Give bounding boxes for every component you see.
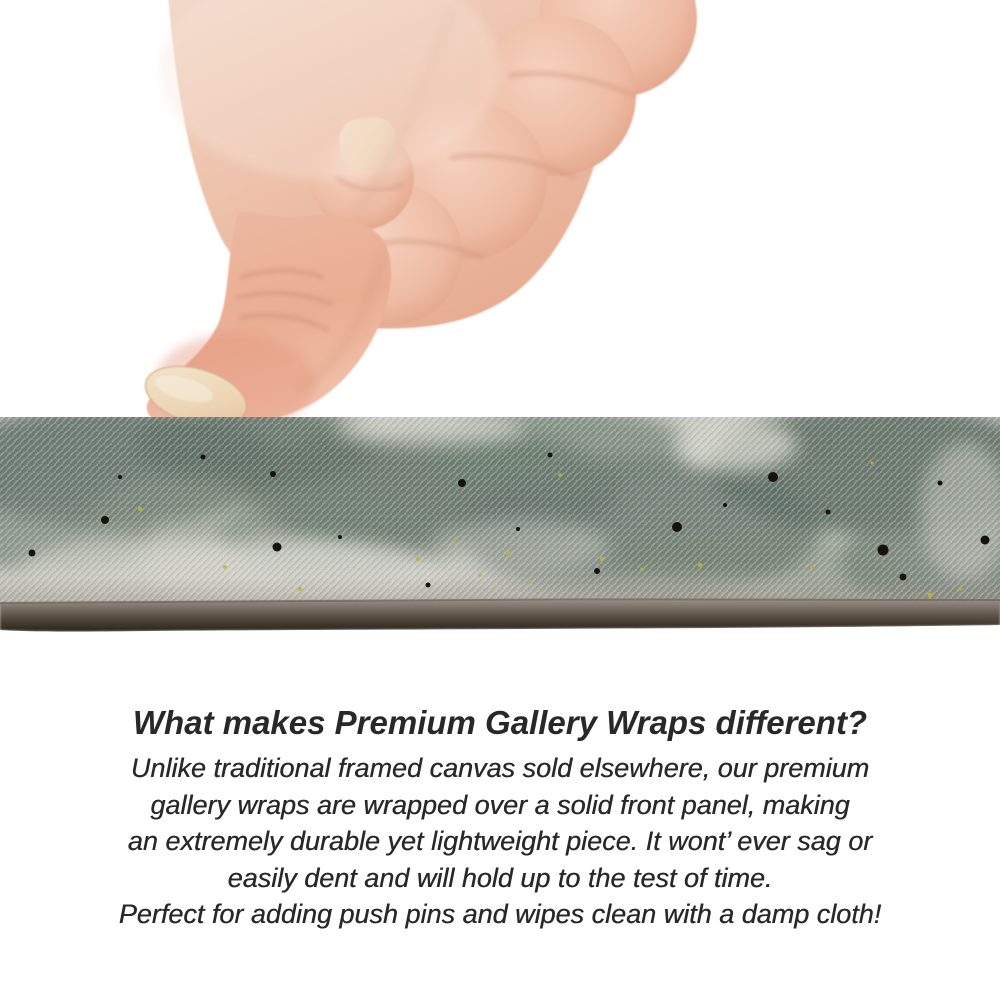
canvas-panel-strip	[0, 417, 1000, 643]
info-heading: What makes Premium Gallery Wraps different?	[132, 704, 868, 741]
info-line: Perfect for adding push pins and wipes clean with a damp cloth!	[118, 899, 882, 929]
info-line: gallery wraps are wrapped over a solid front panel, making	[150, 789, 850, 820]
info-line: Unlike traditional framed canvas sold elsewhere, our premium	[130, 753, 870, 783]
info-text-block	[0, 703, 1000, 933]
hand-pressing-photo	[0, 0, 1000, 432]
info-line: an extremely durable yet lightweight piece. It wont’ ever sag or	[127, 826, 873, 856]
panel-edge	[0, 599, 1000, 631]
info-line: easily dent and will hold up to the test of time.	[227, 862, 773, 893]
